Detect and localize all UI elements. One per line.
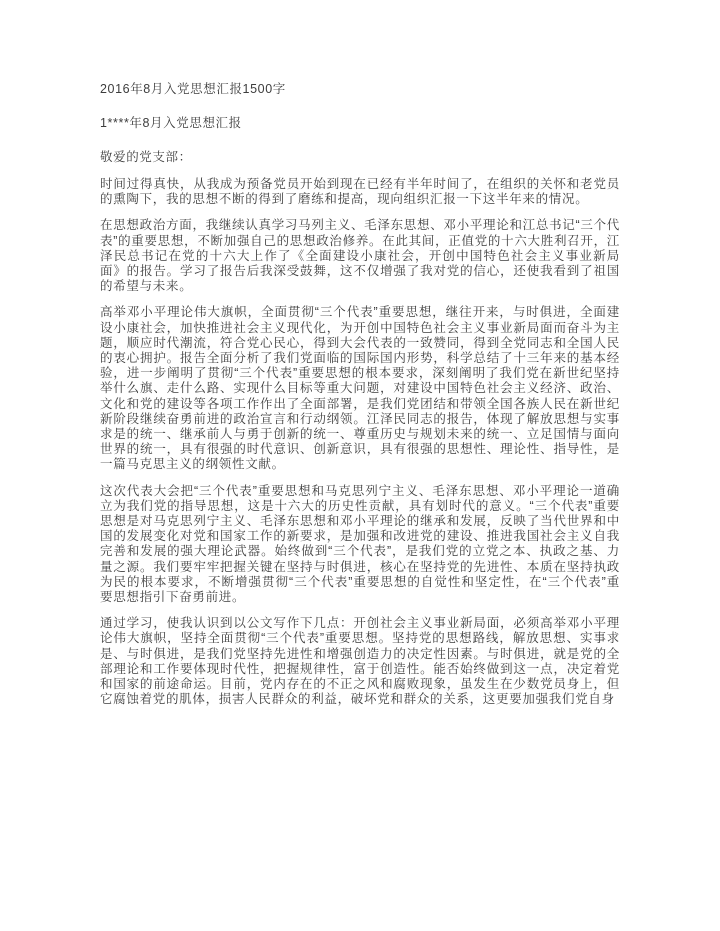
paragraph-intro: 时间过得真快，从我成为预备党员开始到现在已经有半年时间了，在组织的关怀和老党员的熏陶下，我的思想不断的得到了磨练和提高，现向组织汇报一下这半年来的情况。 (100, 177, 620, 207)
paragraph-study-conclusions: 通过学习，使我认识到以公文写作下几点：开创社会主义事业新局面，必须高举邓小平理论伟大旗帜，坚持全面贯彻“三个代表”重要思想。坚持党的思想路线，解放思想、实事求是、与时俱进，是我们党坚持先进性和增强创造力的决定性因素。与时俱进，就是党的全部理论和工作要体现时代性，把握规律性，富于创造性。能否始终做到这一点，决定着党和国家的前途命运。目前，党内存在的不正之风和腐败现象，虽发生在少数党员身上，但它腐蚀着党的肌体，损害人民群众的利益，破坏党和群众的关系，这更要加强我们党自身 (100, 616, 620, 707)
document-subtitle: 1****年8月入党思想汇报 (100, 116, 242, 130)
salutation-line: 敬爱的党支部： (100, 150, 192, 164)
paragraph-political-study: 在思想政治方面，我继续认真学习马列主义、毛泽东思想、邓小平理论和江总书记“三个代表”的重要思想，不断加强自己的思想政治修养。在此其间，正值党的十六大胜利召开，江泽民总书记在党的十六大上作了《全面建设小康社会，开创中国特色社会主义事业新局面》的报告。学习了报告后我深受鼓舞，这不仅增强了我对党的信心，还使我看到了祖国的希望与未来。 (100, 218, 620, 294)
document-title: 2016年8月入党思想汇报1500字 (100, 82, 286, 96)
paragraph-three-represents: 这次代表大会把“三个代表”重要思想和马克思列宁主义、毛泽东思想、邓小平理论一道确立为我们党的指导思想，这是十六大的历史性贡献，具有划时代的意义。“三个代表”重要思想是对马克思列宁主义、毛泽东思想和邓小平理论的继承和发展，反映了当代世界和中国的发展变化对党和国家工作的新要求，是加强和改进党的建设、推进我国社会主义自我完善和发展的强大理论武器。始终做到“三个代表”，是我们党的立党之本、执政之基、力量之源。我们要牢牢把握关键在坚持与时俱进，核心在坚持党的先进性、本质在坚持执政为民的根本要求，不断增强贯彻“三个代表”重要思想的自觉性和坚定性，在“三个代表”重要思想指引下奋勇前进。 (100, 483, 620, 605)
paragraph-report-analysis: 高举邓小平理论伟大旗帜，全面贯彻“三个代表”重要思想，继往开来，与时俱进，全面建设小康社会，加快推进社会主义现代化，为开创中国特色社会主义事业新局面而奋斗为主题，顺应时代潮流，符合党心民心，得到大会代表的一致赞同，得到全党同志和全国人民的衷心拥护。报告全面分析了我们党面临的国际国内形势，科学总结了十三年来的基本经验，进一步阐明了贯彻“三个代表”重要思想的根本要求，深刻阐明了我们党在新世纪坚持举什么旗、走什么路、实现什么目标等重大问题，对建设中国特色社会主义经济、政治、文化和党的建设等各项工作作出了全面部署，是我们党团结和带领全国各族人民在新世纪新阶段继续奋勇前进的政治宣言和行动纲领。江泽民同志的报告，体现了解放思想与实事求是的统一、继承前人与勇于创新的统一、尊重历史与规划未来的统一、立足国情与面向世界的统一，具有很强的时代意识、创新意识，具有很强的思想性、理论性、指导性，是一篇马克思主义的纲领性文献。 (100, 305, 620, 472)
